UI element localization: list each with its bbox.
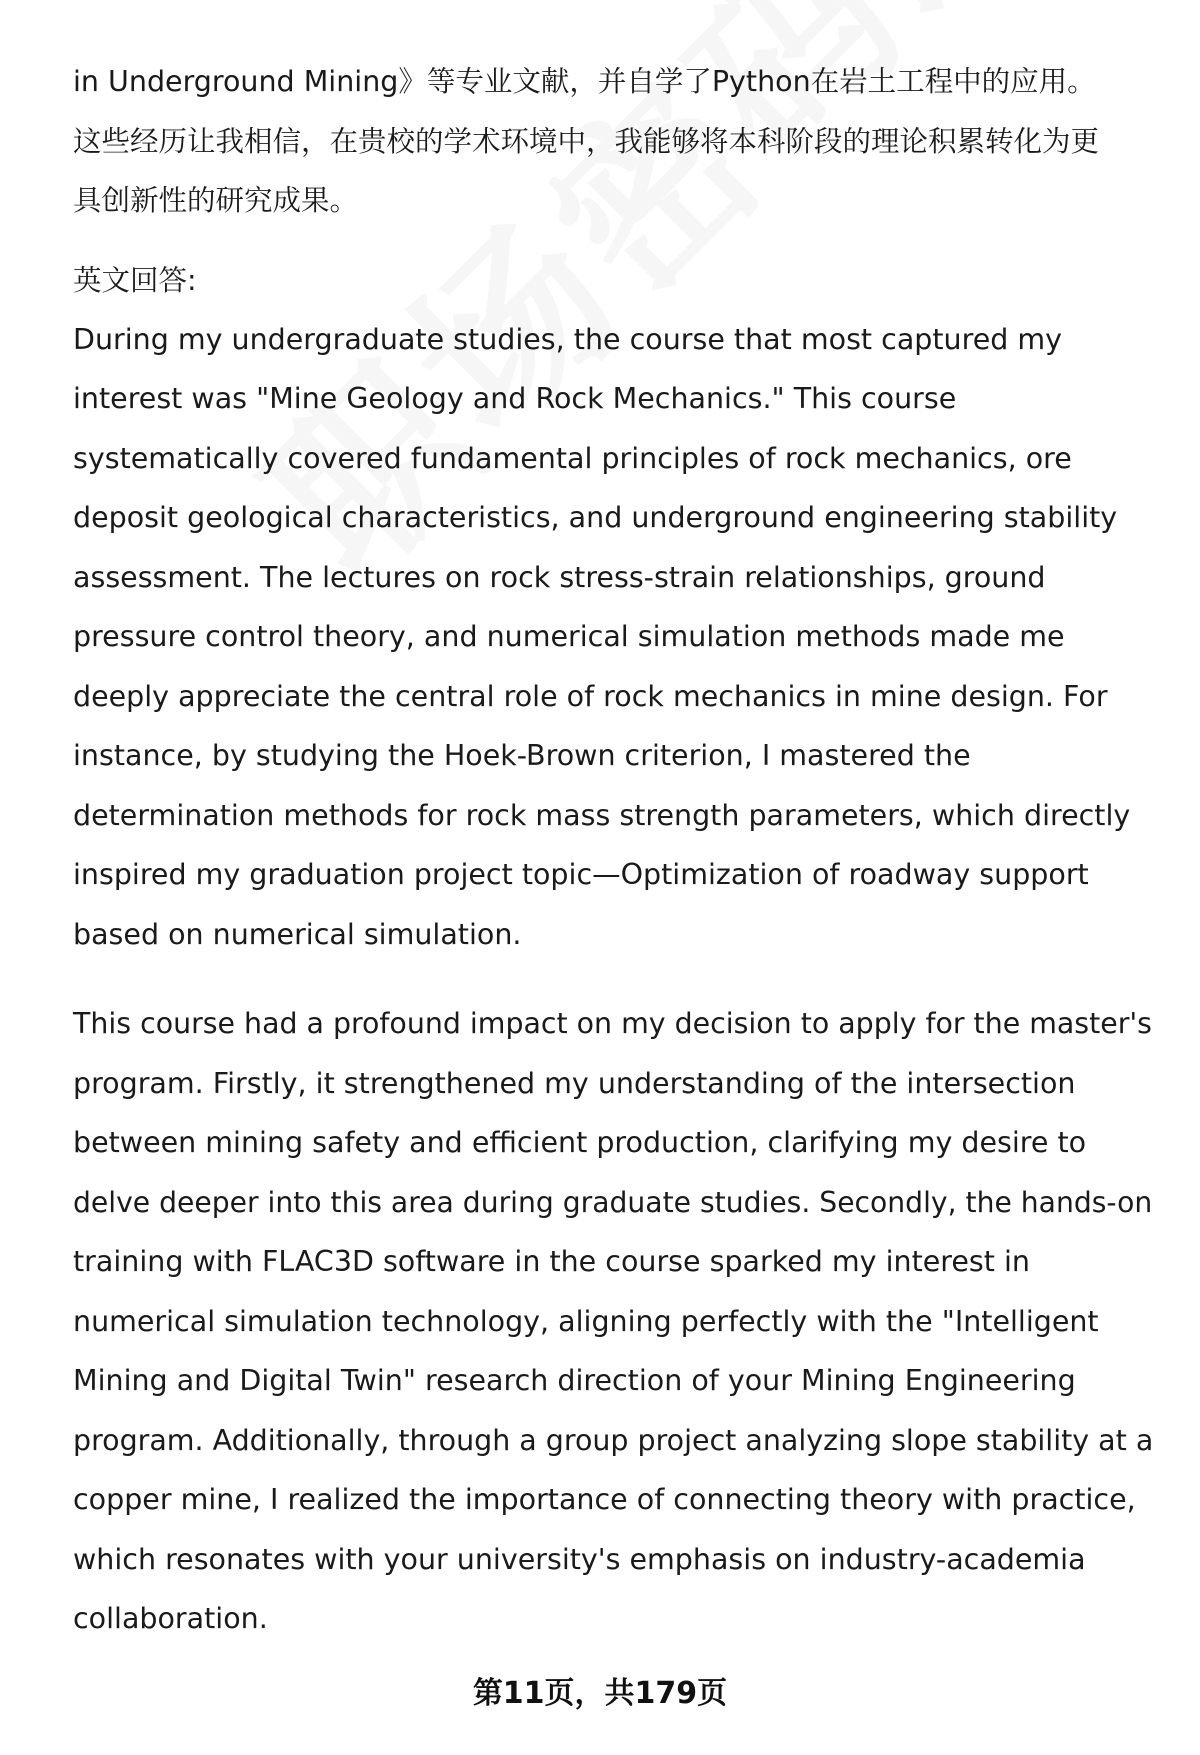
text-line: interest was "Mine Geology and Rock Mechanics." This course (73, 382, 957, 415)
text-line: deeply appreciate the central role of rock mechanics in mine design. For (73, 679, 1108, 713)
text-line: 具创新性的研究成果。 (73, 184, 359, 217)
chinese-answer-tail (73, 52, 1153, 231)
text-line: systematically covered fundamental principles of rock mechanics, ore (73, 441, 1072, 475)
text-line: deposit geological characteristics, and underground engineering stability (73, 501, 1118, 534)
text-line: numerical simulation technology, aligning perfectly with the "Intelligent (73, 1304, 1099, 1338)
text-line: This course had a profound impact on my decision to apply for the master's (73, 1007, 1152, 1040)
text-line: assessment. The lectures on rock stress-strain relationships, ground (73, 560, 1046, 594)
text-line: determination methods for rock mass strength parameters, which directly (73, 798, 1131, 832)
text-line: collaboration. (73, 1602, 268, 1635)
english-paragraph-1 (73, 310, 1153, 965)
text-line: training with FLAC3D software in the course sparked my interest in (73, 1245, 1030, 1278)
text-line: Mining and Digital Twin" research direction of your Mining Engineering (73, 1364, 1076, 1397)
page-content (73, 52, 1153, 1649)
text-line: based on numerical simulation. (73, 917, 522, 951)
text-line: instance, by studying the Hoek-Brown criterion, I mastered the (73, 739, 971, 772)
text-line: During my undergraduate studies, the course that most captured my (73, 322, 1063, 356)
english-paragraph-2 (73, 994, 1153, 1649)
english-answer-label: 英文回答: (73, 263, 197, 297)
text-line: 这些经历让我相信，在贵校的学术环境中，我能够将本科阶段的理论积累转化为更 (73, 124, 1100, 158)
page-number-footer: 第11页，共179页 (472, 1676, 728, 1711)
text-line: copper mine, I realized the importance of connecting theory with practice, (73, 1483, 1136, 1516)
text-line: pressure control theory, and numerical simulation methods made me (73, 620, 1065, 653)
text-line: program. Firstly, it strengthened my understanding of the intersection (73, 1066, 1076, 1100)
text-line: in Underground Mining》等专业文献，并自学了Python在岩土工程中的应用。 (73, 65, 1096, 98)
text-line: inspired my graduation project topic—Optimization of roadway support (73, 858, 1089, 891)
text-line: delve deeper into this area during graduate studies. Secondly, the hands-on (73, 1185, 1153, 1219)
text-line: between mining safety and efficient production, clarifying my desire to (73, 1126, 1087, 1159)
text-line: which resonates with your university's emphasis on industry-academia (73, 1542, 1086, 1576)
text-line: program. Additionally, through a group project analyzing slope stability at a (73, 1423, 1154, 1457)
